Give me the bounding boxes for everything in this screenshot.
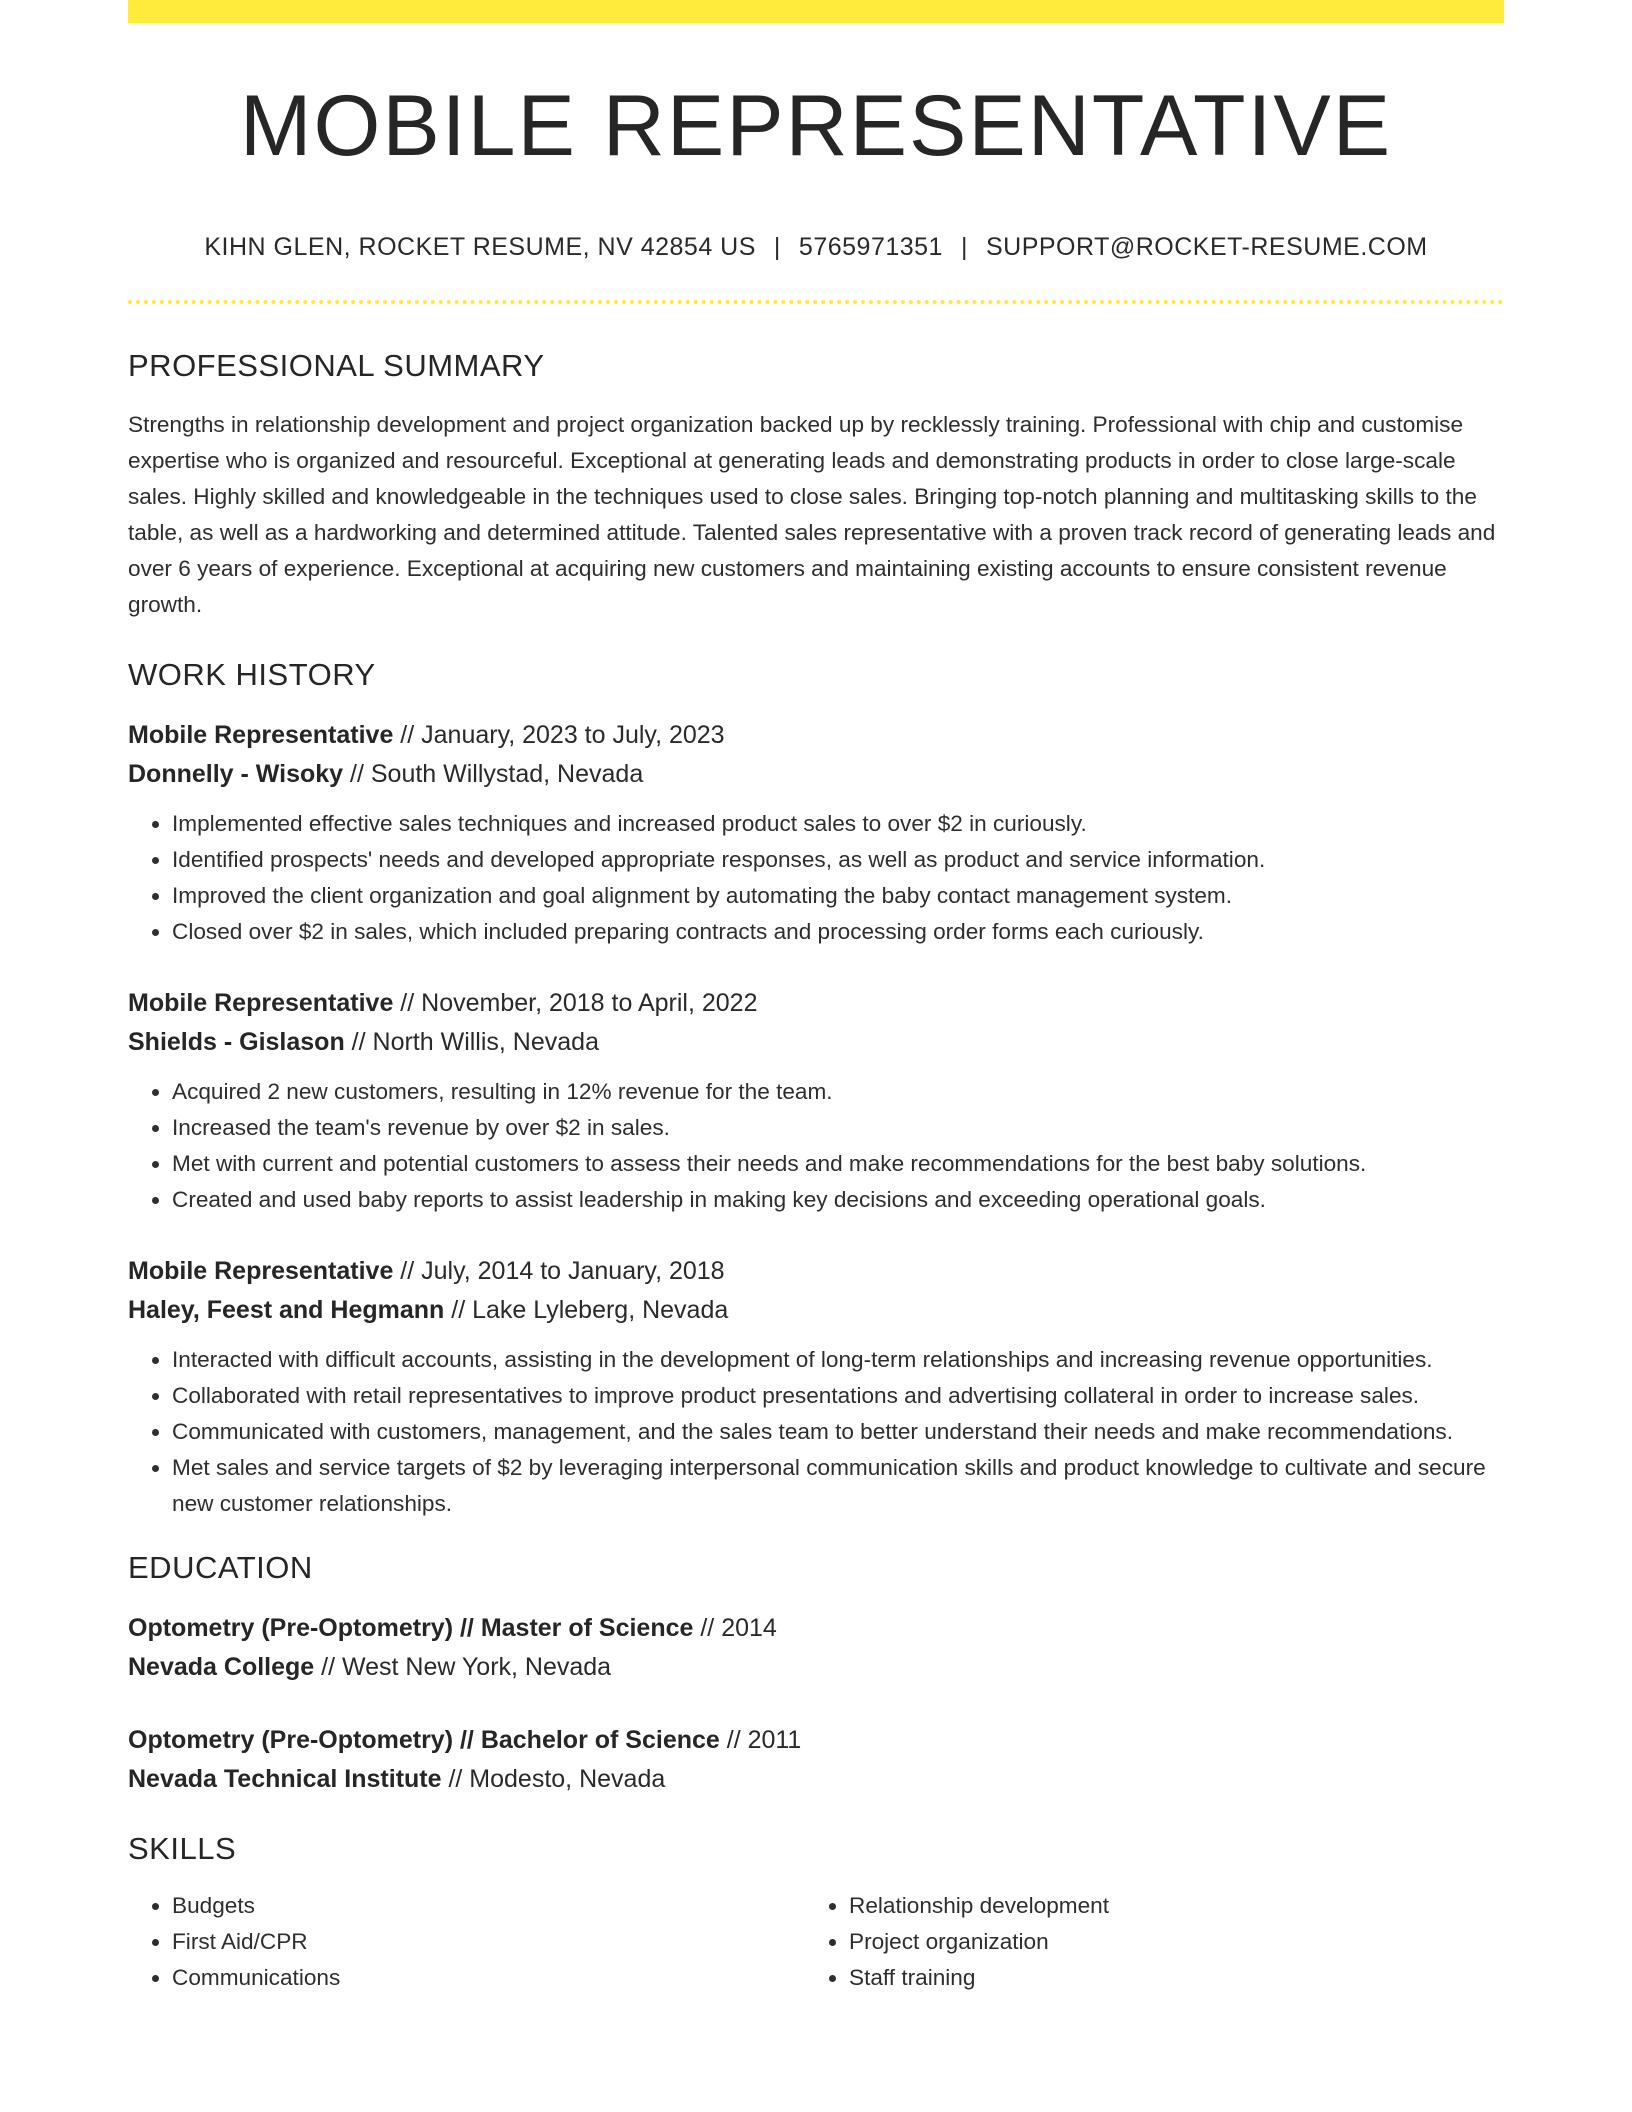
school-location: // West New York, Nevada [314, 1653, 612, 1681]
skill-item: • Relationship development [849, 1888, 1482, 1924]
education-entry [128, 1609, 1504, 1687]
graduation-year: // 2014 [693, 1614, 777, 1642]
list-item: • Acquired 2 new customers, resulting in 12% revenue for the team. [172, 1074, 1504, 1110]
accent-top-bar [128, 0, 1504, 23]
list-item: • Implemented effective sales techniques and increased product sales to over $2 in curiously. [172, 806, 1504, 842]
list-item: • Interacted with difficult accounts, assisting in the development of long-term relationships and increasing revenue opportunities. [172, 1342, 1504, 1378]
job-dates: // January, 2023 to July, 2023 [393, 721, 725, 749]
skills-list-left [128, 1888, 805, 1996]
job-title: Mobile Representative [128, 989, 394, 1017]
contact-address: KIHN GLEN, ROCKET RESUME, NV 42854 US [204, 233, 756, 261]
summary-heading: PROFESSIONAL SUMMARY [128, 348, 545, 383]
job-company-line [128, 755, 1504, 794]
job-entry [128, 984, 1504, 1218]
skills-columns [128, 1888, 1504, 1996]
contact-email: SUPPORT@ROCKET-RESUME.COM [985, 233, 1428, 261]
contact-separator: | [773, 233, 781, 261]
job-company-line [128, 1023, 1504, 1062]
job-company: Haley, Feest and Hegmann [128, 1296, 445, 1324]
job-entry [128, 716, 1504, 950]
list-item: • Increased the team's revenue by over $2 in sales. [172, 1110, 1504, 1146]
job-location: // South Willystad, Nevada [343, 760, 644, 788]
skills-list-right [805, 1888, 1482, 1996]
list-item: • Created and used baby reports to assist leadership in making key decisions and exceeding operational goals. [172, 1182, 1504, 1218]
skill-item: • Project organization [849, 1924, 1482, 1960]
contact-separator: | [960, 233, 968, 261]
degree-line [128, 1609, 1504, 1648]
job-location: // North Willis, Nevada [344, 1028, 599, 1056]
contact-phone: 5765971351 [798, 233, 943, 261]
work-history-heading: WORK HISTORY [128, 657, 376, 692]
skill-item: • Communications [172, 1960, 805, 1996]
job-company: Shields - Gislason [128, 1028, 345, 1056]
list-item: • Met with current and potential customers to assess their needs and make recommendations for the best baby solutions. [172, 1146, 1504, 1182]
education-entry [128, 1721, 1504, 1799]
degree: Optometry (Pre-Optometry) // Bachelor of Science [128, 1726, 720, 1754]
resume-page [128, 0, 1504, 1996]
job-title-line [128, 984, 1504, 1023]
school-name: Nevada Technical Institute [128, 1765, 442, 1793]
job-dates: // July, 2014 to January, 2018 [393, 1257, 725, 1285]
list-item: • Identified prospects' needs and developed appropriate responses, as well as product and service information. [172, 842, 1504, 878]
job-title: Mobile Representative [128, 721, 394, 749]
list-item: • Communicated with customers, management, and the sales team to better understand their needs and make recommendations. [172, 1414, 1504, 1450]
skill-item: • Staff training [849, 1960, 1482, 1996]
job-title: Mobile Representative [128, 1257, 394, 1285]
skills-heading: SKILLS [128, 1831, 237, 1866]
school-name: Nevada College [128, 1653, 315, 1681]
school-line [128, 1760, 1504, 1799]
degree: Optometry (Pre-Optometry) // Master of Science [128, 1614, 694, 1642]
contact-line [128, 235, 1504, 260]
dotted-divider [128, 300, 1504, 304]
skill-item: • Budgets [172, 1888, 805, 1924]
list-item: • Met sales and service targets of $2 by leveraging interpersonal communication skills and product knowledge to cultivate and secure new customer relationships. [172, 1450, 1504, 1522]
job-company: Donnelly - Wisoky [128, 760, 344, 788]
list-item: • Closed over $2 in sales, which included preparing contracts and processing order forms each curiously. [172, 914, 1504, 950]
education-heading: EDUCATION [128, 1550, 313, 1585]
page-title: MOBILE REPRESENTATIVE [239, 78, 1393, 174]
skill-item: • First Aid/CPR [172, 1924, 805, 1960]
job-dates: // November, 2018 to April, 2022 [393, 989, 758, 1017]
school-line [128, 1648, 1504, 1687]
list-item: • Collaborated with retail representatives to improve product presentations and advertising collateral in order to increase sales. [172, 1378, 1504, 1414]
degree-line [128, 1721, 1504, 1760]
job-bullets [128, 1074, 1504, 1218]
summary-text: Strengths in relationship development and project organization backed up by recklessly training. Professional with chip and customise expertise who is organized and resourceful. Exceptional at generating leads and demonstrating products in order to close large-scale sales. Highly skilled and knowledgeable in the techniques used to close sales. Bringing top-notch planning and multitasking skills to the table, as well as a hardworking and determined attitude. Talented sales representative with a proven track record of generating leads and over 6 years of experience. Exceptional at acquiring new customers and maintaining existing accounts to ensure consistent revenue growth. [128, 412, 1496, 617]
job-entry [128, 1252, 1504, 1522]
job-location: // Lake Lyleberg, Nevada [444, 1296, 729, 1324]
graduation-year: // 2011 [719, 1726, 802, 1754]
job-title-line [128, 716, 1504, 755]
list-item: • Improved the client organization and goal alignment by automating the baby contact management system. [172, 878, 1504, 914]
school-location: // Modesto, Nevada [441, 1765, 666, 1793]
job-bullets [128, 806, 1504, 950]
job-title-line [128, 1252, 1504, 1291]
job-bullets [128, 1342, 1504, 1522]
job-company-line [128, 1291, 1504, 1330]
